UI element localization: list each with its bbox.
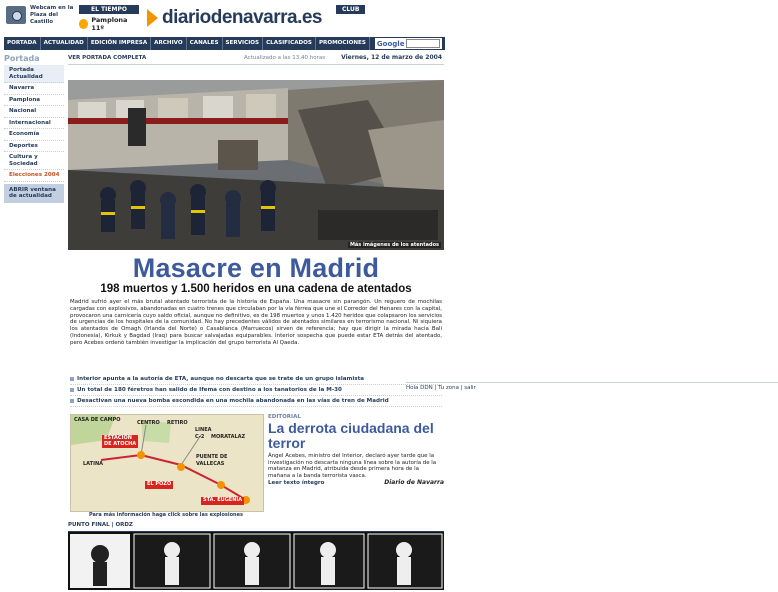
map-label-centro: CENTRO: [137, 420, 160, 426]
main-headline[interactable]: Masacre en Madrid: [132, 253, 380, 283]
map-label-puente: PUENTE DE: [196, 454, 228, 460]
sidebar-item-deportes[interactable]: Deportes: [4, 141, 64, 153]
related-link-text: Interior apunta a la autoría de ETA, aunque no descarta que se trate de un grupo islamista: [77, 376, 365, 382]
update-time: Actualizado a las 13.40 horas: [244, 55, 326, 61]
related-link[interactable]: [70, 396, 442, 407]
google-logo: Google: [376, 39, 405, 48]
open-window-button[interactable]: ABRIR ventana de actualidad: [4, 184, 64, 203]
search-input[interactable]: [406, 39, 440, 48]
nav-item-canales[interactable]: CANALES: [187, 37, 223, 50]
sidebar-item-navarra[interactable]: Navarra: [4, 83, 64, 95]
bullet-square-icon: [70, 377, 74, 381]
related-link-text: Desactivan una nueva bomba escondida en una mochila abandonada en las vías de tren de Madrid: [77, 398, 389, 404]
ver-portada-link[interactable]: VER PORTADA COMPLETA: [68, 55, 147, 61]
nav-item-portada[interactable]: PORTADA: [4, 37, 41, 50]
comic-strip[interactable]: [68, 532, 444, 590]
webcam-label: Webcam en la Plaza del Castillo: [30, 5, 74, 25]
editorial-title[interactable]: La derrota ciudadana del terror: [268, 420, 434, 451]
sidebar: [4, 54, 64, 203]
top-strip: [68, 54, 444, 65]
nav-item-archivo[interactable]: ARCHIVO: [151, 37, 187, 50]
bullet-square-icon: [70, 388, 74, 392]
sidebar-item-economia[interactable]: Economía: [4, 129, 64, 141]
explosions-map[interactable]: [70, 414, 264, 512]
read-more-link[interactable]: Leer texto íntegro: [268, 480, 325, 487]
comic-header: PUNTO FINAL | ORDZ: [68, 522, 444, 532]
map-marker-atocha-line1: ESTACIÓN: [104, 435, 132, 441]
main-subhead: 198 muertos y 1.500 heridos en una cadena de atentados: [100, 283, 412, 295]
related-link[interactable]: [70, 374, 442, 385]
nav-item-actualidad[interactable]: ACTUALIDAD: [41, 37, 88, 50]
nav-item-promociones[interactable]: PROMOCIONES: [316, 37, 370, 50]
map-label-vallecas: VALLECAS: [196, 461, 225, 467]
weather-widget[interactable]: [79, 5, 139, 32]
nav-item-edicion-impresa[interactable]: EDICIÓN IMPRESA: [88, 37, 151, 50]
sidebar-item-nacional[interactable]: Nacional: [4, 106, 64, 118]
map-label-moratalaz: MORATALAZ: [211, 434, 246, 440]
editorial-tag: EDITORIAL: [268, 414, 301, 420]
google-search-box: [375, 38, 443, 49]
sidebar-item-internacional[interactable]: Internacional: [4, 118, 64, 130]
nav-item-clasificados[interactable]: CLASIFICADOS: [263, 37, 316, 50]
nav-item-servicios[interactable]: SERVICIOS: [223, 37, 264, 50]
club-title[interactable]: CLUB: [336, 5, 365, 14]
map-label-c2: C-2: [195, 434, 205, 440]
related-link[interactable]: [70, 385, 442, 396]
sidebar-item-cultura[interactable]: Cultura y Sociedad: [4, 152, 64, 170]
sidebar-item-portada-actualidad[interactable]: Portada Actualidad: [4, 65, 64, 83]
sidebar-item-elecciones[interactable]: Elecciones 2004: [4, 170, 64, 182]
editorial-text: Ángel Acebes, ministro del Interior, declaró ayer tarde que la investigación no descarta ninguna línea sobre la autoría de la matanza en Madrid, atribuida desde primera hora de la mañana a la banda terrorista vasca.: [268, 453, 437, 479]
sun-icon: [79, 19, 88, 29]
map-label-casa-de-campo: CASA DE CAMPO: [74, 417, 121, 423]
search-button[interactable]: BUSCAR: [446, 40, 473, 47]
map-marker-sta-eugenia[interactable]: STA. EUGENIA: [203, 497, 243, 503]
site-logo[interactable]: [147, 6, 327, 30]
related-links: [70, 374, 442, 407]
map-marker-atocha-line2: DE ATOCHA: [104, 440, 137, 447]
logo-triangle-icon: [147, 9, 158, 27]
weather-title: EL TIEMPO: [79, 5, 139, 14]
sidebar-section-title: Portada: [4, 54, 40, 63]
editorial-signature: Diario de Navarra: [384, 479, 444, 487]
comic-image: [68, 532, 444, 590]
map-label-retiro: RETIRO: [167, 420, 188, 426]
article-body: Madrid sufrió ayer el más brutal atentado terrorista de la historia de España. Una masacre sin parangón. Un reguero de mochilas cargadas con explosivos, abandonadas en cuatro trenes que circulaban por la vía férrea que une el Corredor del Henares con la capital, provocaron una carnicería cuyo saldo oficial, aunque no definitivo, es de 198 muertos y unos 1.420 heridos que colapsaron los servicios de urgencias de los hospitales de la comunidad. No hay precedentes válidos de atentados similares en terrorismo nacional. Ni siquiera los atentados de Omagh (Irlanda del Norte) o Casablanca (Marruecos) sirven de referencia; hay que dirigir la mirada hacia Bali (Indonesia), Kirkuk y Bagdad (Iraq) para buscar salvajadas equiparables. Interior sospecha que puede estar ETA detrás del atentado, pero Acebes ordenó también investigar la implicación del grupo terrorista Al Qaeda.: [70, 299, 442, 346]
page-date: Viernes, 12 de marzo de 2004: [341, 54, 442, 61]
editorial-box: [268, 414, 444, 486]
map-label-linea: LINEA: [195, 427, 212, 433]
train-wreck-image: [68, 80, 444, 250]
related-link-text: Un total de 180 féretros han salido de Ifema con destino a los tanatorios de la M-30: [77, 387, 342, 393]
weather-value: Pamplona 11º: [91, 16, 128, 32]
club-links[interactable]: Hola DDN | Tu zona | salir: [406, 382, 778, 391]
bullet-square-icon: [70, 399, 74, 403]
hero-photo[interactable]: [68, 80, 444, 250]
logo-text: diariodenavarra.es: [162, 7, 322, 28]
map-marker-el-pozo[interactable]: EL POZO: [147, 481, 172, 487]
webcam-icon: [6, 6, 26, 24]
main-nav: [4, 37, 473, 50]
map-caption[interactable]: Para más información haga click sobre las explosiones: [89, 512, 243, 518]
hero-caption[interactable]: Más imágenes de los atentados: [349, 242, 439, 248]
map-marker-atocha[interactable]: [102, 435, 138, 448]
sidebar-item-pamplona[interactable]: Pamplona: [4, 95, 64, 107]
map-label-latina: LATINA: [83, 461, 103, 467]
webcam-link[interactable]: [6, 5, 76, 33]
